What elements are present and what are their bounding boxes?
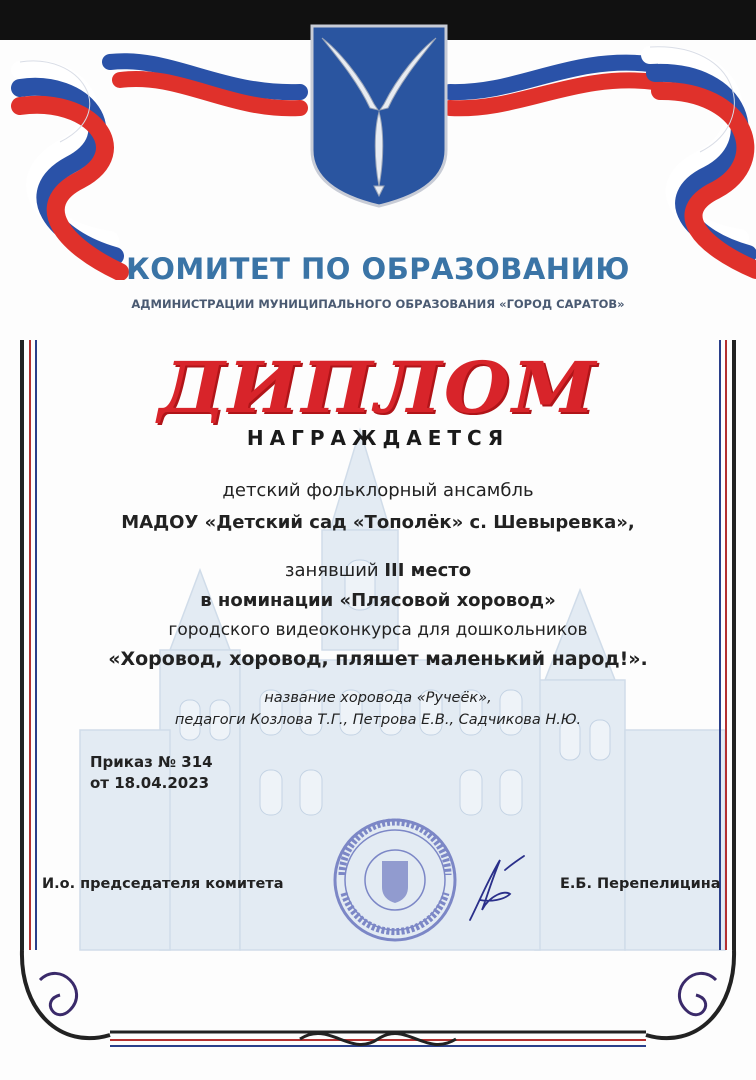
awarded-heading: НАГРАЖДАЕТСЯ — [246, 426, 510, 450]
signature-icon — [460, 850, 530, 925]
contest-name: «Хоровод, хоровод, пляшет маленький народ!». — [108, 648, 648, 670]
diploma-title: ДИПЛОМ — [158, 346, 598, 429]
administration-subtitle: АДМИНИСТРАЦИИ МУНИЦИПАЛЬНОГО ОБРАЗОВАНИЯ «ГОРОД САРАТОВ» — [131, 297, 625, 311]
order-date: от 18.04.2023 — [90, 774, 210, 792]
order-block — [90, 752, 213, 794]
dance-name: название хоровода «Ручеёк», — [264, 690, 492, 706]
place-line — [0, 560, 756, 581]
committee-title: КОМИТЕТ ПО ОБРАЗОВАНИЮ — [126, 252, 630, 286]
place-value: III место — [384, 560, 472, 581]
place-prefix: занявший — [284, 560, 385, 581]
saratov-coat-of-arms-icon — [308, 20, 450, 210]
recipient-line-2: МАДОУ «Детский сад «Тополёк» с. Шевыревка», — [121, 512, 635, 533]
chair-position: И.о. председателя комитета — [42, 876, 284, 892]
recipient-line-1: детский фольклорный ансамбль — [222, 480, 534, 501]
order-number: Приказ № 314 — [90, 753, 213, 771]
nomination-line: в номинации «Плясовой хоровод» — [200, 590, 556, 611]
official-stamp-icon — [330, 815, 460, 945]
signer-name: Е.Б. Перепелицина — [560, 876, 721, 892]
contest-line: городского видеоконкурса для дошкольников — [168, 620, 588, 640]
teachers-line: педагоги Козлова Т.Г., Петрова Е.В., Садчикова Н.Ю. — [174, 712, 582, 728]
